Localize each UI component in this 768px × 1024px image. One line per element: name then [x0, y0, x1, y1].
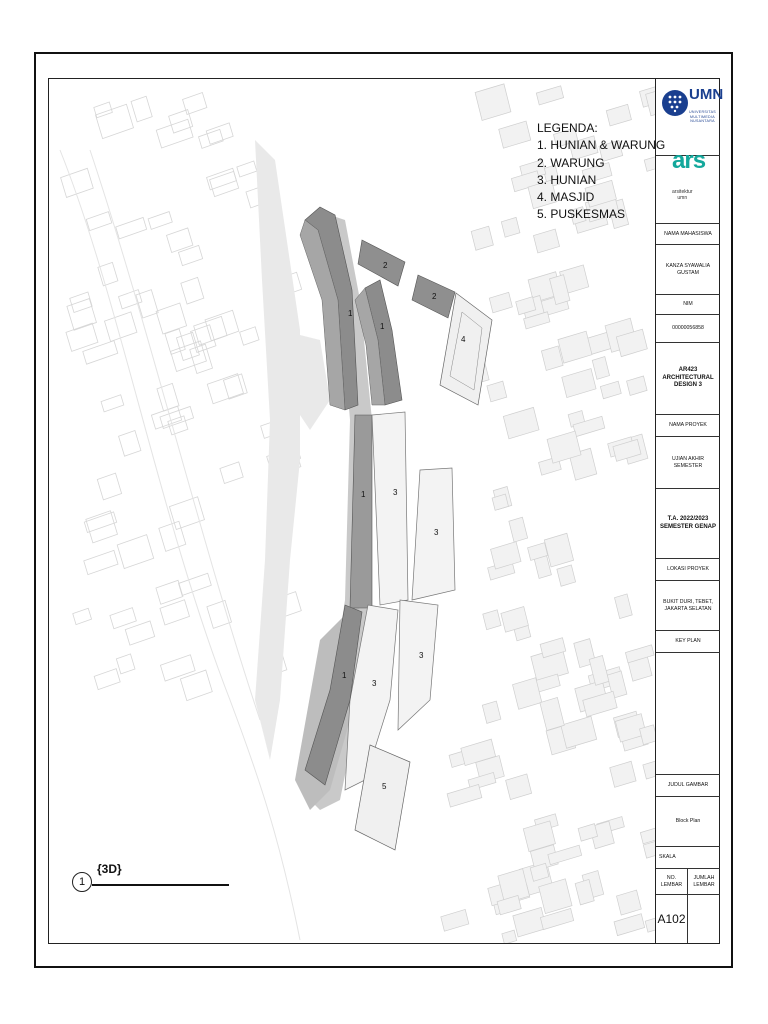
neighbourhood-block — [557, 565, 576, 586]
sheet-no-label: NO. LEMBAR — [656, 869, 688, 895]
context-parcel — [131, 96, 152, 122]
location-value: BUKIT DURI, TEBET, JAKARTA SELATAN — [656, 581, 720, 631]
neighbourhood-block — [614, 594, 632, 619]
context-parcel — [180, 670, 212, 701]
neighbourhood-block — [447, 784, 482, 807]
context-parcel — [220, 462, 243, 484]
legend-item: 3. HUNIAN — [537, 172, 597, 187]
umn-logo-icon — [660, 88, 690, 118]
context-parcel — [101, 395, 124, 412]
legend-title: LEGENDA: — [537, 121, 598, 135]
context-parcel — [169, 497, 204, 530]
context-parcel — [94, 669, 120, 690]
neighbourhood-block — [562, 369, 596, 398]
building-hunian-4 — [398, 600, 438, 730]
context-parcel — [179, 573, 212, 595]
neighbourhood-block — [487, 381, 507, 402]
ars-logo-subtext: arsitektur umn — [672, 189, 693, 201]
student-label: NAMA MAHASISWA — [656, 223, 720, 245]
context-parcel — [110, 608, 136, 629]
sheet-total-label: JUMLAH LEMBAR — [688, 869, 720, 895]
plan-label: 3 — [419, 651, 424, 660]
drawing-title: Block Plan — [656, 797, 720, 847]
context-parcel — [119, 431, 141, 457]
context-parcel — [151, 406, 181, 429]
plan-label: 1 — [361, 490, 366, 499]
legend-item: 1. HUNIAN & WARUNG — [537, 138, 666, 153]
neighbourhood-block — [643, 756, 655, 779]
legend — [537, 120, 665, 224]
context-parcel — [125, 621, 154, 645]
neighbourhood-block — [533, 229, 559, 253]
neighbourhood-block — [544, 533, 573, 567]
context-parcel — [98, 262, 118, 285]
context-parcel — [97, 473, 121, 500]
project-label: NAMA PROYEK — [656, 415, 720, 437]
neighbourhood-block — [441, 909, 469, 931]
context-parcel — [73, 608, 92, 624]
neighbourhood-block — [509, 517, 528, 542]
plan-label: 4 — [461, 335, 466, 344]
context-parcel — [183, 93, 207, 115]
nim-value: 00000056858 — [656, 315, 720, 343]
context-parcel — [178, 245, 202, 265]
context-parcel — [176, 332, 199, 360]
view-title-underline — [92, 884, 229, 886]
neighbourhood-block — [483, 610, 501, 630]
context-parcel — [160, 600, 190, 625]
context-parcel — [116, 217, 147, 238]
neighbourhood-block — [616, 890, 641, 915]
neighbourhood-block — [540, 697, 564, 730]
neighbourhood-block — [506, 774, 532, 800]
context-parcel — [86, 212, 111, 231]
neighbourhood-block — [600, 381, 621, 399]
context-parcel — [156, 119, 193, 148]
plan-label: 3 — [434, 528, 439, 537]
scale-label: SKALA — [656, 847, 720, 869]
context-parcel — [70, 292, 92, 312]
legend-item: 2. WARUNG — [537, 155, 605, 170]
umn-logo-cell — [656, 78, 724, 201]
neighbourhood-block — [499, 121, 531, 148]
building-hunian-1 — [372, 412, 408, 605]
neighbourhood-block — [592, 357, 609, 380]
umn-logo-subtext: UNIVERSITAS MULTIMEDIA NUSANTARA — [689, 110, 716, 123]
legend-item: 5. PUSKESMAS — [537, 207, 626, 222]
context-parcel — [190, 344, 213, 373]
nim-label: NIM — [656, 295, 720, 315]
umn-logo-text: UMN — [689, 86, 724, 103]
neighbourhood-block — [627, 376, 648, 395]
plan-label: 2 — [432, 292, 437, 301]
context-parcel — [181, 277, 204, 304]
project-name: UJIAN AKHIR SEMESTER — [656, 437, 720, 489]
context-parcel — [207, 600, 232, 628]
neighbourhood-block — [489, 292, 512, 312]
plan-label: 2 — [383, 261, 388, 270]
legend-item: 4. MASJID — [537, 190, 595, 205]
sheet-number: A102 — [656, 895, 688, 943]
context-parcel — [206, 123, 233, 144]
context-parcel — [148, 212, 172, 230]
neighbourhood-block — [475, 84, 511, 121]
plan-label: 3 — [372, 679, 377, 688]
ars-logo-text: ars — [672, 147, 706, 174]
neighbourhood-block — [561, 716, 597, 748]
context-parcel — [83, 341, 118, 365]
context-parcel — [116, 654, 135, 674]
neighbourhood-block — [491, 542, 521, 569]
neighbourhood-block — [471, 226, 493, 250]
context-parcel — [194, 316, 227, 345]
drawing-title-label: JUDUL GAMBAR — [656, 775, 720, 797]
neighbourhood-block — [645, 916, 655, 932]
neighbourhood-block — [502, 930, 517, 943]
view-number-bubble: 1 — [72, 872, 92, 892]
keyplan-area — [656, 653, 720, 775]
river-edge — [90, 150, 260, 720]
context-parcel — [104, 312, 136, 342]
neighbourhood-block — [536, 86, 563, 105]
context-parcel — [96, 104, 134, 138]
neighbourhood-block — [541, 346, 563, 370]
plan-label: 1 — [348, 309, 353, 318]
neighbourhood-block — [614, 914, 645, 936]
context-parcel — [160, 655, 195, 681]
context-parcel — [61, 168, 94, 197]
context-parcel — [199, 129, 224, 148]
context-parcel — [165, 329, 185, 355]
view-name: {3D} — [97, 862, 122, 876]
neighbourhood-block — [610, 761, 636, 787]
context-parcel — [207, 374, 243, 404]
plan-label: 1 — [342, 671, 347, 680]
plan-label: 1 — [380, 322, 385, 331]
course-name: AR423 ARCHITECTURAL DESIGN 3 — [656, 343, 720, 415]
plan-label: 5 — [382, 782, 387, 791]
academic-year: T.A. 2022/2023 SEMESTER GENAP — [656, 489, 720, 559]
student-name: KANZA SYAWALIA GUSTAM — [656, 245, 720, 295]
keyplan-label: KEY PLAN — [656, 631, 720, 653]
context-parcel — [86, 511, 118, 543]
neighbourhood-block — [501, 217, 520, 237]
context-parcel — [84, 550, 118, 574]
location-label: LOKASI PROYEK — [656, 559, 720, 581]
neighbourhood-block — [482, 701, 501, 723]
title-block — [655, 78, 724, 944]
building-warung-1 — [358, 240, 405, 286]
neighbourhood-block — [640, 826, 655, 843]
context-parcel — [160, 406, 194, 428]
context-parcel — [240, 327, 259, 345]
context-parcel — [237, 161, 257, 177]
context-parcel — [117, 535, 154, 569]
neighbourhood-block — [503, 407, 539, 438]
context-parcel — [156, 303, 187, 334]
plan-label: 3 — [393, 488, 398, 497]
neighbourhood-block — [558, 331, 592, 363]
